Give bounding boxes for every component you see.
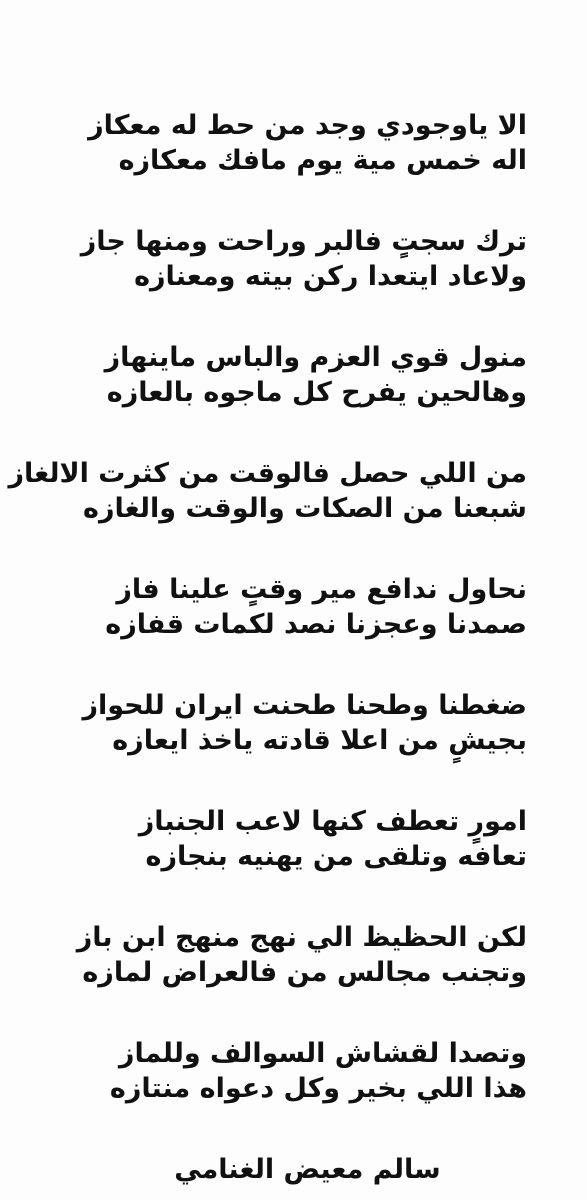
verse-line: صمدنا وعجزنا نصد لكمات قفازه: [105, 609, 527, 640]
verse-line: وتجنب مجالس من فالعراض لمازه: [82, 957, 527, 988]
verse-line: وتصدا لقشاش السوالف وللماز: [118, 1038, 527, 1069]
verse-line: وهالحين يفرح كل ماجوه بالعازه: [106, 377, 527, 408]
verse-line: ضغطنا وطحنا طحنت ايران للحواز: [82, 690, 527, 721]
stanza-1: [48, 108, 527, 178]
stanza-8: [48, 920, 527, 990]
verse-line: اله خمس مية يوم مافك معكازه: [118, 145, 527, 176]
verse-line: بجيشٍ من اعلا قادته ياخذ ايعازه: [112, 725, 527, 756]
poet-signature: سالم معيض الغنامي: [174, 1154, 441, 1185]
verse-line: شبعنا من الصكات والوقت والغازه: [83, 493, 527, 524]
poem: [8, 108, 527, 1187]
verse-line: لكن الحظيظ الي نهج منهج ابن باز: [76, 922, 527, 953]
verse-line: هذا اللي بخير وكل دعواه منتازه: [109, 1073, 527, 1104]
stanza-6: [48, 688, 527, 758]
verse-line: ولاعاد ايتعدا ركن بيته ومعنازه: [134, 261, 527, 292]
verse-line: نحاول ندافع مير وقتٍ علينا فاز: [116, 574, 527, 605]
stanza-3: [48, 340, 527, 410]
verse-line: تعافه وتلقى من يهنيه بنجازه: [145, 841, 527, 872]
verse-line: ترك سجتٍ فالبر وراحت ومنها جاز: [80, 226, 527, 257]
stanza-9: [48, 1036, 527, 1106]
stanza-5: [48, 572, 527, 642]
stanza-2: [48, 224, 527, 294]
stanza-4: [8, 456, 527, 526]
verse-line: من اللي حصل فالوقت من كثرت الالغاز: [8, 458, 527, 489]
verse-line: منول قوي العزم والباس ماينهاز: [104, 342, 527, 373]
verse-line: الا ياوجودي وجد من حط له معكاز: [88, 110, 527, 141]
verse-line: امورٍ تعطف كنها لاعب الجنباز: [138, 806, 527, 837]
stanza-7: [48, 804, 527, 874]
